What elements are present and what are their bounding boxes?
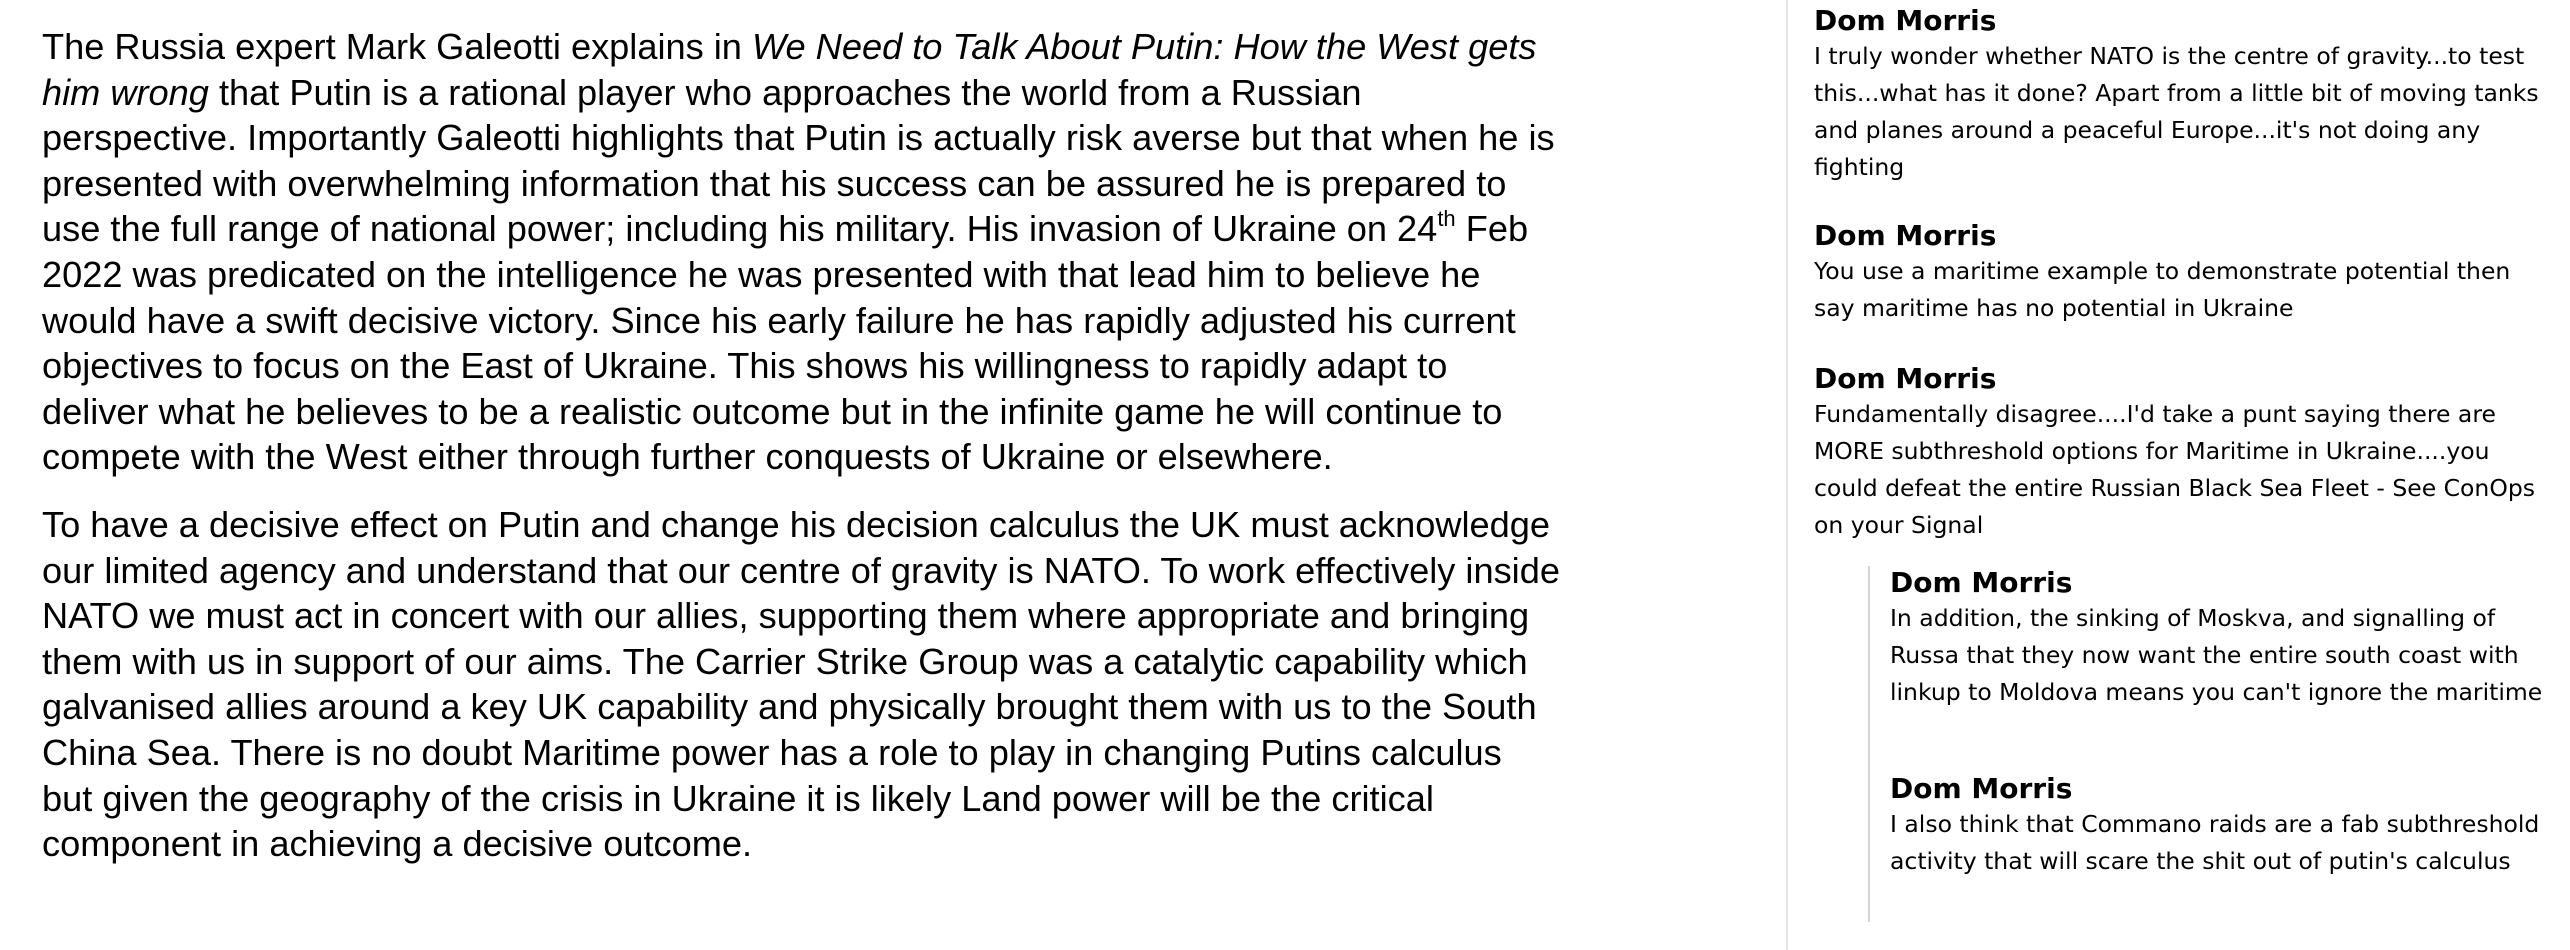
reply-author: Dom Morris [1890,566,2073,599]
comment-text: Fundamentally disagree....I'd take a punt saying there are MORE subthreshold options for Maritime in Ukraine....you could defeat the entire Russian Black Sea Fleet - See ConOps on your Signal [1814,400,2535,539]
paragraph-nato: To have a decisive effect on Putin and change his decision calculus the UK must acknowledge our limited agency and understand that our centre of gravity is NATO. To work effectively inside NATO we must act in concert with our allies, supporting them where appropriate and bringing them with us in support of our aims. The Carrier Strike Group was a catalytic capability which galvanised allies around a key UK capability and physically brought them with us to the South China Sea. There is no doubt Maritime power has a role to play in changing Putins calculus but given the geography of the crisis in Ukraine it is likely Land power will be the critical component in achieving a decisive outcome. [42,503,1560,865]
book-title: We Need to Talk About Putin: How the West gets him wrong [42,26,1537,113]
document-body[interactable] [42,24,1562,889]
reply-thread [1868,566,2570,922]
comment-author: Dom Morris [1814,4,1997,37]
paragraph-text: The Russia expert Mark Galeotti explains in [42,26,752,67]
comment-text: You use a maritime example to demonstrate potential then say maritime has no potential in Ukraine [1814,257,2511,322]
comments-pane [1788,0,2570,950]
reply-text: In addition, the sinking of Moskva, and signalling of Russa that they now want the entire south coast with linkup to Moldova means you can't ignore the maritime [1890,604,2543,706]
reply-card[interactable] [1890,566,2550,711]
reply-card[interactable] [1890,772,2550,880]
comment-card[interactable] [1814,362,2554,544]
comment-author: Dom Morris [1814,219,1997,252]
reply-author: Dom Morris [1890,772,2073,805]
comment-card[interactable] [1814,4,2554,186]
comment-text: I truly wonder whether NATO is the centre of gravity...to test this...what has it done? Apart from a little bit of moving tanks and planes around a peaceful Europe...it's not doing any fighting [1814,42,2539,181]
paragraph-text: that Putin is a rational player who approaches the world from a Russian perspective. Importantly Galeotti highlights that Putin is actually risk averse but that when he is presented with overwhelming information that his success can be assured he is prepared to use the full range of national power; including his military. His invasion of Ukraine on 24 [42,71,1555,250]
paragraph-text: Feb 2022 was predicated on the intelligence he was presented with that lead him to believe he would have a swift decisive victory. Since his early failure he has rapidly adjusted his current objectives to focus on the East of Ukraine. This shows his willingness to rapidly adapt to deliver what he believes to be a realistic outcome but in the infinite game he will continue to compete with the West either through further conquests of Ukraine or elsewhere. [42,208,1529,478]
comment-author: Dom Morris [1814,362,1997,395]
paragraph-galeotti [42,24,1562,480]
reply-text: I also think that Commano raids are a fab subthreshold activity that will scare the shit out of putin's calculus [1890,810,2540,875]
ordinal-superscript: th [1437,206,1456,232]
comment-card[interactable] [1814,219,2554,327]
